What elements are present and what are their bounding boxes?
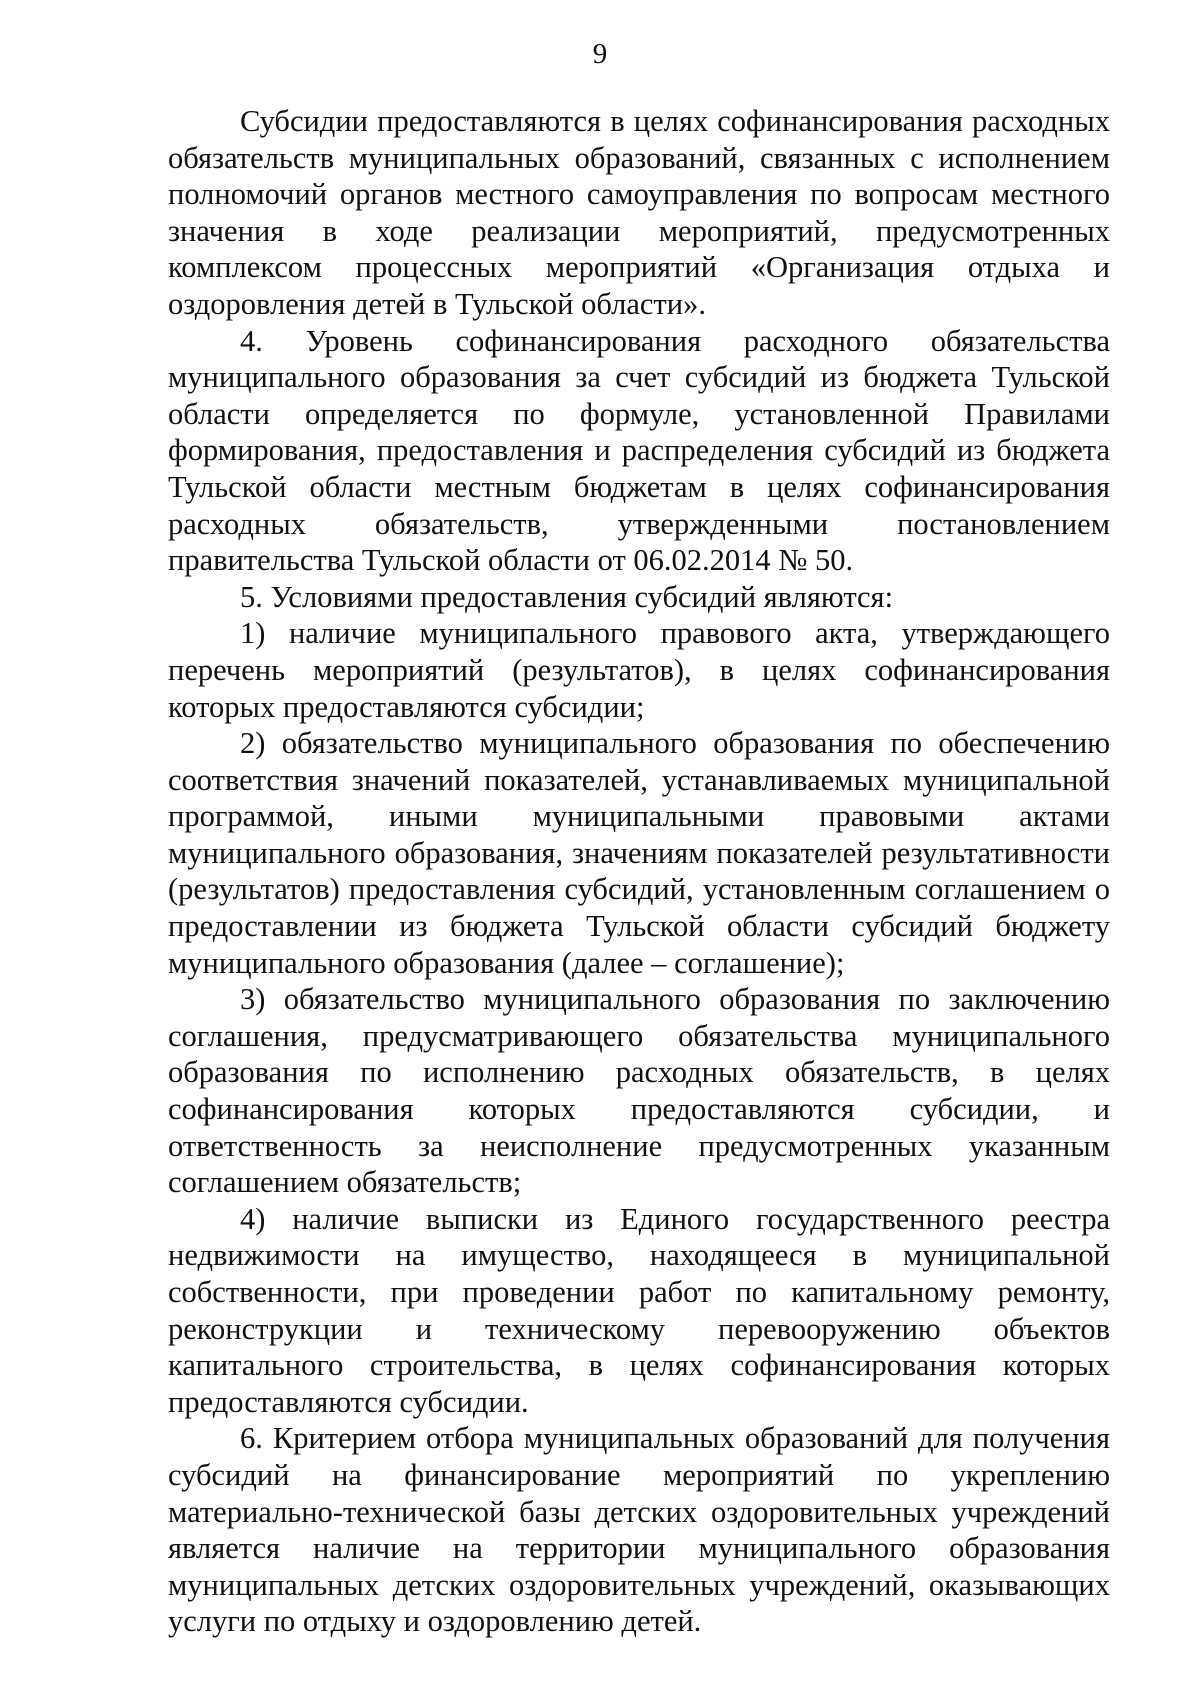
- document-body: [168, 103, 1110, 1640]
- paragraph-selection-criterion: 6. Критерием отбора муниципальных образований для получения субсидий на финансирование мероприятий по укреплению материально-технической базы детских оздоровительных учреждений является наличие на территории муниципального образования муниципальных детских оздоровительных учреждений, оказывающих услуги по отдыху и оздоровлению детей.: [168, 1421, 1110, 1639]
- paragraph-conditions-heading: 5. Условиями предоставления субсидий являются:: [240, 579, 894, 614]
- paragraph-subsidy-purpose: Субсидии предоставляются в целях софинансирования расходных обязательств муниципальных образований, связанных с исполнением полномочий органов местного самоуправления по вопросам местного значения в ходе реализации мероприятий, предусмотренных комплексом процессных мероприятий «Организация отдыха и оздоровления детей в Тульской области».: [168, 104, 1110, 321]
- page-number: 9: [592, 38, 608, 70]
- paragraph-condition-3: 3) обязательство муниципального образования по заключению соглашения, предусматривающего обязательства муниципального образования по исполнению расходных обязательств, в целях софинансирования которых предоставляются субсидии, и ответственность за неисполнение предусмотренных указанным соглашением обязательств;: [168, 982, 1110, 1200]
- paragraph-condition-4: 4) наличие выписки из Единого государственного реестра недвижимости на имущество, находящееся в муниципальной собственности, при проведении работ по капитальному ремонту, реконструкции и техническому перевооружению объектов капитального строительства, в целях софинансирования которых предоставляются субсидии.: [168, 1201, 1110, 1419]
- paragraph-condition-2: 2) обязательство муниципального образования по обеспечению соответствия значений показателей, устанавливаемых муниципальной программой, иными муниципальными правовыми актами муниципального образования, значениям показателей результативности (результатов) предоставления субсидий, установленным соглашением о предоставлении из бюджета Тульской области субсидий бюджету муниципального образования (далее – соглашение);: [168, 726, 1110, 980]
- paragraph-cofinancing-level: 4. Уровень софинансирования расходного обязательства муниципального образования за счет субсидий из бюджета Тульской области определяется по формуле, установленной Правилами формирования, предоставления и распределения субсидий из бюджета Тульской области местным бюджетам в целях софинансирования расходных обязательств, утвержденными постановлением правительства Тульской области от 06.02.2014 № 50.: [168, 323, 1110, 578]
- paragraph-condition-1: 1) наличие муниципального правового акта, утверждающего перечень мероприятий (результатов), в целях софинансирования которых предоставляются субсидии;: [168, 616, 1110, 724]
